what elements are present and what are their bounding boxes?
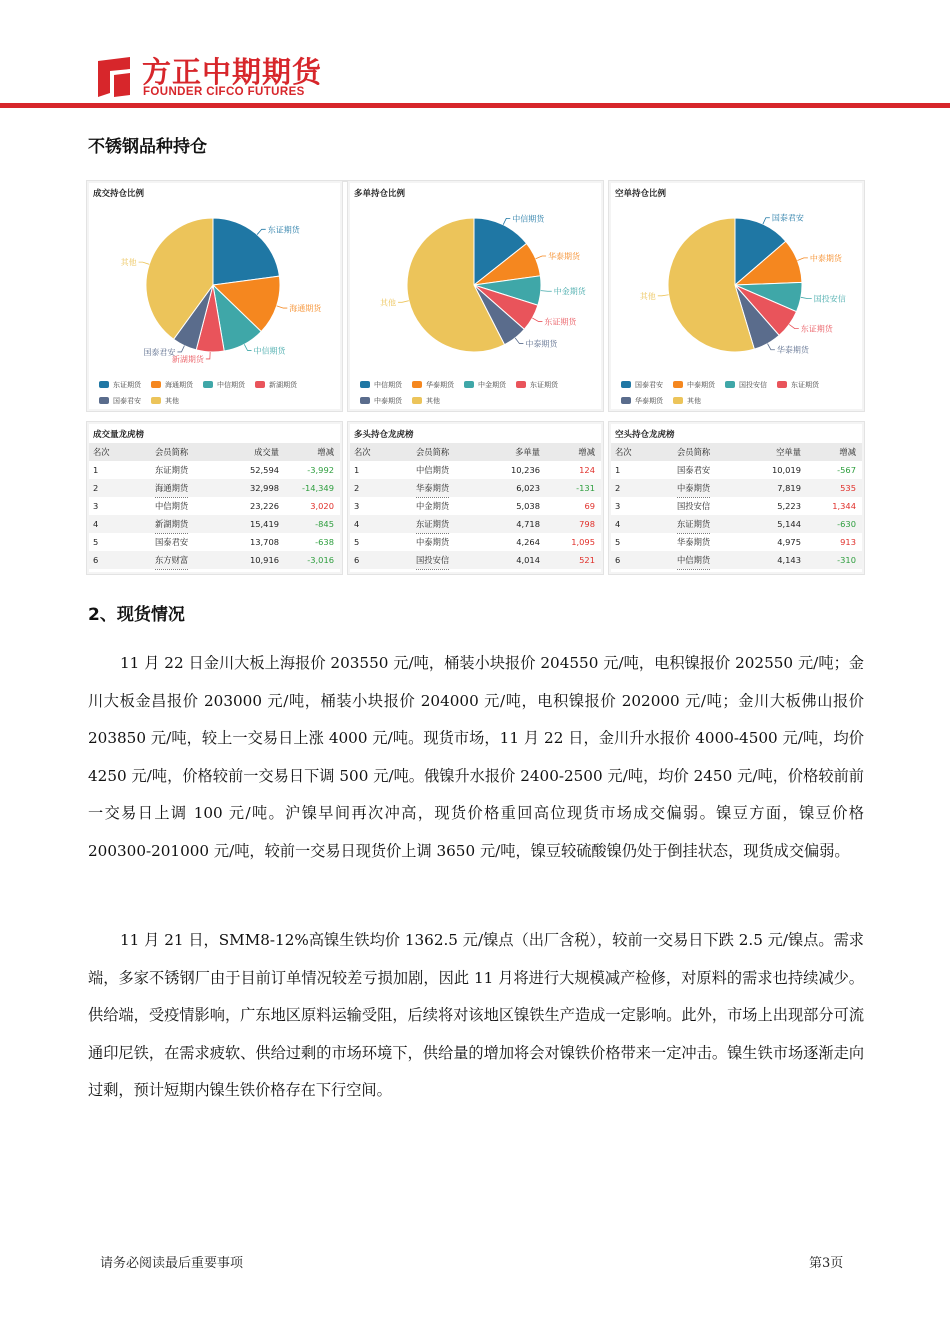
table-row [350, 479, 601, 497]
table-cell: 中泰期货 [416, 533, 449, 552]
pie-slice-label: 新湖期货 [171, 354, 204, 364]
legend-label: 中泰期货 [687, 381, 715, 389]
table-cell: 3 [354, 501, 360, 511]
table-cell: 2 [615, 483, 621, 493]
pie-leader-line [536, 256, 546, 259]
table-cell: 13,708 [249, 537, 279, 547]
table-header-row [89, 443, 340, 461]
table-cell: 2 [93, 483, 99, 493]
table-header-cell: 会员简称 [677, 447, 711, 457]
table-row [350, 461, 601, 479]
pie-slice-label: 国泰君安 [143, 347, 176, 357]
pie-chart [348, 181, 603, 371]
founder-logo-icon [92, 55, 136, 99]
pie-title: 成交持仓比例 [93, 189, 145, 199]
table-cell: 国泰君安 [155, 533, 188, 552]
legend-swatch [516, 381, 526, 388]
table-cell: -3,016 [307, 555, 334, 565]
table-cell: 中信期货 [416, 461, 449, 480]
table-cell: 6,023 [516, 483, 540, 493]
legend-swatch [360, 397, 370, 404]
table-header-cell: 名次 [354, 447, 371, 457]
legend-swatch [203, 381, 213, 388]
pie-leader-line [763, 218, 770, 224]
pie-leader-line [532, 318, 542, 321]
table-cell: -638 [315, 537, 334, 547]
pie-leader-line [801, 297, 812, 298]
table-cell: 4 [615, 519, 621, 529]
table-cell: -567 [837, 465, 856, 475]
legend-swatch [673, 397, 683, 404]
table-cell: 1 [354, 465, 360, 475]
legend-swatch [99, 397, 109, 404]
legend-label: 华泰期货 [635, 397, 663, 405]
table-row [611, 479, 862, 497]
table-cell: 7,819 [777, 483, 801, 493]
legend-swatch [777, 381, 787, 388]
table-row [350, 515, 601, 533]
table-cell: 3 [615, 501, 621, 511]
legend-swatch [412, 397, 422, 404]
pie-slice-label: 其他 [639, 291, 656, 301]
paragraph-nickel-pig-iron: 11 月 21 日，SMM8-12%高镍生铁均价 1362.5 元/镍点（出厂含税），较前一交易日下跌 2.5 元/镍点。需求端，多家不锈钢厂由于目前订单情况较差亏损加剧，因此 11 月将进行大规模减产检修，对原料的需求也持续减少。供给端，受疫情影响，广东地区原料运输受阻，后续将对该地区镍铁生产造成一定影响。此外，市场上出现部分可流通印尼铁，在需求疲软、供给过剩的市场环境下，供给量的增加将会对镍铁价格带来一定冲击。镍生铁市场逐渐走向过剩，预计短期内镍生铁价格存在下行空间。 [88, 931, 864, 1099]
legend-label: 其他 [426, 397, 440, 405]
table-cell: 4,975 [777, 537, 801, 547]
pie-slice-label: 东证期货 [800, 324, 833, 334]
legend-item [725, 377, 767, 393]
legend-item [464, 377, 506, 393]
pie-legend [621, 377, 861, 409]
legend-label: 中金期货 [478, 381, 506, 389]
table-row [611, 533, 862, 551]
footer-disclaimer: 请务必阅读最后重要事项 [100, 1256, 244, 1271]
table-cell: 海通期货 [155, 479, 188, 498]
pie-slice-label: 国投安信 [813, 294, 846, 304]
pie-leader-line [244, 344, 251, 350]
pie-leader-line [515, 338, 523, 344]
pie-slice-label: 其他 [120, 258, 137, 268]
table-row [611, 551, 862, 569]
table-cell: 5,038 [516, 501, 540, 511]
table-cell: 4 [354, 519, 360, 529]
table-cell: 15,419 [249, 519, 279, 529]
pie-slice-label: 华泰期货 [776, 345, 809, 355]
pie-panel [347, 180, 604, 412]
pie-slice-label: 其他 [380, 298, 397, 308]
pie-slice-label: 中信期货 [253, 346, 286, 356]
table-row [611, 515, 862, 533]
table-cell: 2 [354, 483, 360, 493]
table-cell: 52,594 [249, 465, 279, 475]
legend-label: 中信期货 [217, 381, 245, 389]
legend-swatch [99, 381, 109, 388]
table-cell: 东证期货 [155, 461, 188, 480]
legend-swatch [725, 381, 735, 388]
legend-item [412, 393, 440, 409]
table-cell: 6 [615, 555, 621, 565]
legend-swatch [412, 381, 422, 388]
pie-leader-line [503, 218, 510, 224]
company-name-en: FOUNDER CIFCO FUTURES [143, 86, 305, 98]
table-cell: 3,020 [310, 501, 334, 511]
pie-leader-line [277, 306, 288, 308]
pie-slice-label: 中金期货 [553, 287, 586, 297]
table-header-cell: 成交量 [254, 447, 279, 457]
legend-item [360, 377, 402, 393]
table-row [89, 551, 340, 569]
ranking-table [347, 421, 604, 575]
pie-slice-label: 东证期货 [544, 317, 577, 327]
pie-panel [608, 180, 865, 412]
table-title: 成交量龙虎榜 [93, 430, 145, 440]
pie-slice-label: 华泰期货 [548, 251, 581, 261]
table-cell: 东方财富 [155, 551, 188, 570]
table-cell: 4 [93, 519, 99, 529]
table-cell: 国投安信 [416, 551, 449, 570]
legend-item [621, 377, 663, 393]
table-cell: 5,144 [777, 519, 801, 529]
table-cell: 69 [584, 501, 595, 511]
table-cell: 32,998 [249, 483, 279, 493]
section-title-positions: 不锈钢品种持仓 [88, 137, 207, 157]
legend-item [151, 377, 193, 393]
legend-label: 东证期货 [530, 381, 558, 389]
table-cell: 23,226 [249, 501, 279, 511]
pie-panel [86, 180, 343, 412]
table-header-cell: 空单量 [776, 447, 801, 457]
table-header-row [350, 443, 601, 461]
pie-leader-line [767, 344, 774, 350]
legend-item [151, 393, 179, 409]
table-cell: 华泰期货 [416, 479, 449, 498]
table-cell: 6 [93, 555, 99, 565]
legend-label: 中泰期货 [374, 397, 402, 405]
legend-label: 中信期货 [374, 381, 402, 389]
legend-item [360, 393, 402, 409]
table-header-cell: 名次 [615, 447, 632, 457]
legend-label: 国泰君安 [635, 381, 663, 389]
table-cell: 东证期货 [416, 515, 449, 534]
table-row [611, 461, 862, 479]
legend-item [412, 377, 454, 393]
legend-item [255, 377, 297, 393]
table-cell: 1,095 [571, 537, 595, 547]
legend-item [777, 377, 819, 393]
legend-swatch [621, 397, 631, 404]
table-row [350, 533, 601, 551]
table-header-cell: 增减 [578, 447, 595, 457]
pie-slice-label: 国泰君安 [771, 213, 804, 223]
table-cell: 1,344 [832, 501, 856, 511]
legend-item [516, 377, 558, 393]
legend-label: 国泰君安 [113, 397, 141, 405]
pie-legend [360, 377, 600, 409]
table-row [350, 497, 601, 515]
table-cell: 521 [579, 555, 595, 565]
table-cell: 5 [93, 537, 99, 547]
table-cell: 5 [615, 537, 621, 547]
table-title: 多头持仓龙虎榜 [354, 430, 414, 440]
footer-page-number: 第3页 [809, 1256, 844, 1271]
legend-label: 海通期货 [165, 381, 193, 389]
legend-label: 国投安信 [739, 381, 767, 389]
legend-swatch [151, 381, 161, 388]
table-header-cell: 增减 [839, 447, 856, 457]
legend-item [99, 393, 141, 409]
pie-slice-label: 东证期货 [267, 225, 300, 235]
legend-swatch [673, 381, 683, 388]
table-cell: -845 [315, 519, 334, 529]
legend-swatch [151, 397, 161, 404]
legend-label: 东证期货 [791, 381, 819, 389]
table-cell: 10,019 [771, 465, 801, 475]
pie-legend [99, 377, 339, 409]
table-cell: 4,718 [516, 519, 540, 529]
table-cell: 10,236 [510, 465, 540, 475]
pie-leader-line [541, 291, 552, 292]
table-header-cell: 多单量 [515, 447, 540, 457]
table-cell: 中金期货 [416, 497, 449, 516]
pie-title: 空单持仓比例 [615, 189, 667, 199]
table-cell: 1 [615, 465, 621, 475]
pie-title: 多单持仓比例 [354, 189, 406, 199]
pie-leader-line [797, 258, 808, 261]
table-cell: 中信期货 [677, 551, 710, 570]
pie-leader-line [139, 262, 150, 264]
table-cell: 中信期货 [155, 497, 188, 516]
table-row [89, 515, 340, 533]
table-row [350, 551, 601, 569]
table-cell: 4,143 [777, 555, 801, 565]
legend-item [673, 377, 715, 393]
table-cell: 535 [840, 483, 856, 493]
table-cell: -14,349 [301, 483, 334, 493]
legend-label: 新湖期货 [269, 381, 297, 389]
legend-label: 其他 [165, 397, 179, 405]
pie-chart [609, 181, 864, 371]
pie-slice-label: 中泰期货 [809, 253, 842, 263]
table-cell: 国泰君安 [677, 461, 710, 480]
legend-label: 华泰期货 [426, 381, 454, 389]
legend-item [621, 393, 663, 409]
table-cell: -310 [837, 555, 856, 565]
table-cell: 3 [93, 501, 99, 511]
table-header-cell: 增减 [317, 447, 334, 457]
pie-slice-label: 中信期货 [512, 214, 545, 224]
legend-label: 其他 [687, 397, 701, 405]
table-row [89, 533, 340, 551]
table-header-row [611, 443, 862, 461]
table-cell: 国投安信 [677, 497, 710, 516]
table-row [611, 497, 862, 515]
legend-swatch [360, 381, 370, 388]
table-title: 空头持仓龙虎榜 [615, 430, 675, 440]
pie-leader-line [257, 229, 266, 234]
table-cell: 新湖期货 [155, 515, 188, 534]
table-cell: 798 [579, 519, 595, 529]
legend-swatch [255, 381, 265, 388]
table-cell: 1 [93, 465, 99, 475]
pie-leader-line [177, 346, 184, 352]
legend-swatch [464, 381, 474, 388]
table-cell: 10,916 [249, 555, 279, 565]
table-cell: -630 [837, 519, 856, 529]
ranking-table [86, 421, 343, 575]
table-row [89, 461, 340, 479]
table-cell: 6 [354, 555, 360, 565]
table-row [89, 497, 340, 515]
table-cell: 124 [579, 465, 595, 475]
table-cell: 913 [840, 537, 856, 547]
table-header-cell: 名次 [93, 447, 110, 457]
table-cell: 华泰期货 [677, 533, 710, 552]
table-cell: -3,992 [307, 465, 334, 475]
pie-slice-label: 中泰期货 [525, 339, 558, 349]
ranking-table [608, 421, 865, 575]
table-row [89, 479, 340, 497]
table-cell: 4,264 [516, 537, 540, 547]
table-header-cell: 会员简称 [416, 447, 450, 457]
pie-leader-line [789, 324, 799, 328]
table-cell: 5 [354, 537, 360, 547]
table-cell: 5,223 [777, 501, 801, 511]
company-name-cn: 方正中期期货 [142, 55, 323, 89]
table-cell: 东证期货 [677, 515, 710, 534]
table-header-cell: 会员简称 [155, 447, 189, 457]
legend-item [673, 393, 701, 409]
legend-item [203, 377, 245, 393]
page-header [0, 0, 950, 110]
legend-label: 东证期货 [113, 381, 141, 389]
pie-chart [87, 181, 342, 371]
section-title-spot: 2、现货情况 [88, 605, 185, 625]
table-cell: -131 [576, 483, 595, 493]
legend-swatch [621, 381, 631, 388]
pie-leader-line [658, 295, 669, 296]
table-cell: 中泰期货 [677, 479, 710, 498]
pie-leader-line [206, 352, 210, 359]
table-cell: 4,014 [516, 555, 540, 565]
paragraph-spot-prices: 11 月 22 日金川大板上海报价 203550 元/吨，桶装小块报价 204550 元/吨，电积镍报价 202550 元/吨；金川大板金昌报价 203000 元/吨，桶装小块报价 204000 元/吨，电积镍报价 202000 元/吨；金川大板佛山报价 203850 元/吨，较上一交易日上涨 4000 元/吨。现货市场，11 月 22 日，金川升水报价 4000-4500 元/吨，均价 4250 元/吨，价格较前一交易日下调 500 元/吨。俄镍升水报价 2400-2500 元/吨，均价 2450 元/吨，价格较前前一交易日上调 100 元/吨。沪镍早间再次冲高，现货价格重回高位现货市场成交偏弱。镍豆方面，镍豆价格 200300-201000 元/吨，较前一交易日现货价上调 3650 元/吨，镍豆较硫酸镍仍处于倒挂状态，现货成交偏弱。 [88, 654, 864, 860]
header-divider [0, 103, 950, 108]
legend-item [99, 377, 141, 393]
pie-leader-line [398, 301, 409, 303]
pie-slice-label: 海通期货 [289, 304, 322, 314]
